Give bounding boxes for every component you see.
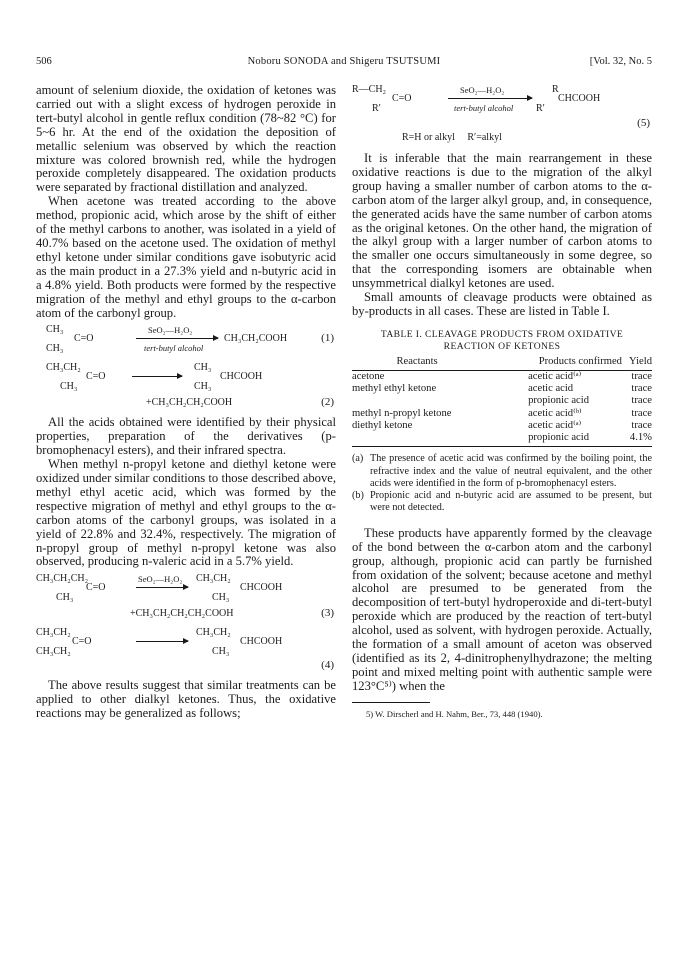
caption-line: TABLE I. CLEAVAGE PRODUCTS FROM OXIDATIVE <box>380 328 624 340</box>
table-note <box>352 490 652 515</box>
table-cell: trace <box>631 383 652 395</box>
table-cell: trace <box>631 395 652 407</box>
eq-reactant-r1: CH₃CH₂CH₂ <box>36 573 89 585</box>
right-column <box>352 84 652 720</box>
cleavage-products-table <box>352 355 652 447</box>
eq-product-r1: CH₃ <box>194 362 212 374</box>
table-cell: methyl ethyl ketone <box>352 383 437 395</box>
reaction-arrow <box>136 641 188 642</box>
table-header-row <box>352 355 652 371</box>
page-number: 506 <box>36 56 52 67</box>
eq-byproduct: +CH₃CH₂CH₂COOH <box>146 397 233 409</box>
note-text: Propionic acid and n-butyric acid are assumed to be present, but were not detected. <box>370 490 652 514</box>
eq-carbonyl: C=O <box>72 636 92 648</box>
eq-reactant-r2: CH₃ <box>46 343 64 355</box>
table-row <box>352 371 652 384</box>
paragraph: When acetone was treated according to the above method, propionic acid, which arose by the shift of either of the methyl carbons to another, was isolated in a yield of 40.7% based on the acetone used. The oxidation of methyl ethyl ketone under similar conditions gave isobutyric acid as the main product in a 27.3% yield and n-butyric acid in a 4.8% yield. Both products were formed by the respective migration of the methyl and ethyl groups to the α-carbon atom of the carbonyl group. <box>36 194 336 320</box>
eq-reactant-r1: R—CH₂ <box>352 84 387 95</box>
eq-product-r1: R <box>552 84 559 95</box>
table-cell: 4.1% <box>622 432 652 447</box>
caption-line: REACTION OF KETONES <box>443 340 561 352</box>
eq-product: CH₃CH₂COOH <box>224 333 288 345</box>
eq-reactant-r2: CH₃CH₂ <box>36 646 71 658</box>
eq-solvent: tert-butyl alcohol <box>144 343 204 354</box>
paragraph: All the acids obtained were identified by their physical properties, preparation of the derivatives (p-bromophenacyl esters), and their infrared spectra. <box>36 415 336 458</box>
eq-product: CHCOOH <box>220 371 263 383</box>
left-column <box>36 84 336 721</box>
paragraph: These products have apparently formed by the cleavage of the bond between the α-carbon atom and the carbonyl group, although, propionic acid can partly be furnished from oxidation of the solvent; because acetone and methyl alcohol are presumed to be generated from the decomposition of tert-butyl hydroperoxide and di-tert-butyl peroxide which are produced by the reaction of tert-butyl alcohol, used as solvent, with hydrogen peroxide. Actually, the formation of a small amount of aceton was observed (identified as its 2, 4-dinitrophenylhydrazone; the melting point and mixed melting point with authentic sample were 123°C⁵⁾) when the <box>352 525 652 693</box>
table-row <box>352 395 652 407</box>
eq-byproduct: +CH₃CH₂CH₂CH₂COOH <box>130 608 234 620</box>
table-cell: propionic acid <box>482 432 622 447</box>
eq-reactant-r1: CH₃CH₂ <box>46 362 81 374</box>
table-cell <box>352 432 482 447</box>
eq-product-r2: CH₃ <box>212 646 230 658</box>
column-header: Reactants <box>352 355 482 371</box>
table-row <box>352 383 652 395</box>
eq-product: CHCOOH <box>558 93 601 104</box>
table-row <box>352 408 652 420</box>
eq-reactant-r2: R′ <box>372 103 381 114</box>
eq-reactant-r1: CH₃CH₂ <box>36 627 71 639</box>
equation-number: (2) <box>321 396 334 409</box>
note-label: (a) <box>352 453 364 465</box>
table-cell: acetic acid <box>528 383 574 395</box>
table-notes <box>352 453 652 514</box>
eq-carbonyl: C=O <box>392 93 412 104</box>
eq-reactant-r2: CH₃ <box>56 592 74 604</box>
volume-info: [Vol. 32, No. 5 <box>589 56 652 67</box>
eq-product-r2: R′ <box>536 103 545 114</box>
table-cell: acetic acid⁽ᵃ⁾ <box>528 419 582 431</box>
table-cell: methyl n-propyl ketone <box>352 407 452 419</box>
table-cell: propionic acid <box>528 395 590 407</box>
table-cell: acetic acid⁽ᵃ⁾ <box>528 371 582 383</box>
running-header <box>36 56 652 70</box>
eq-carbonyl: C=O <box>74 333 94 345</box>
note-text: The presence of acetic acid was confirmed by the boiling point, the refractive index and the value of neutral equivalent, and the other acids were identified in the form of p-bromophenacyl esters. <box>370 453 652 489</box>
eq-product-r2: CH₃ <box>212 592 230 604</box>
table-note <box>352 453 652 490</box>
author-line: Noboru SONODA and Shigeru TSUTSUMI <box>247 56 441 67</box>
eq-product-r1: CH₃CH₂ <box>196 627 231 639</box>
equation-4 <box>36 627 336 673</box>
equation-3 <box>36 573 336 621</box>
table-cell: trace <box>631 419 652 431</box>
eq-product: CHCOOH <box>240 582 283 594</box>
eq-reagent: SeO₂—H₂O₂ <box>460 85 505 95</box>
eq-product-r2: CH₃ <box>194 381 212 393</box>
table-row <box>352 420 652 432</box>
table-cell: acetic acid⁽ᵇ⁾ <box>528 407 582 419</box>
eq-carbonyl: C=O <box>86 582 106 594</box>
reaction-arrow <box>136 338 218 339</box>
column-header: Yield <box>622 355 652 371</box>
eq-reagent: SeO₂—H₂O₂ <box>148 325 193 336</box>
eq-legend: R=H or alkyl R′=alkyl <box>402 132 502 143</box>
equation-number: (5) <box>637 117 650 129</box>
equation-number: (4) <box>321 659 334 672</box>
eq-reactant-r2: CH₃ <box>60 381 78 393</box>
table-cell: diethyl ketone <box>352 419 413 431</box>
paragraph: The above results suggest that similar treatments can be applied to other dialkyl ketones. Thus, the oxidative reactions may be generalized as follows; <box>36 678 336 721</box>
paragraph: It is inferable that the main rearrangement in these oxidative reactions is due to the migration of the alkyl group having a smaller number of carbon atoms to the α-carbon atom of the larger alkyl group, and, in consequence, the generated acids have the same number of carbon atoms as the original ketones. On the other hand, the migration of the alkyl group with a larger number of carbon atoms to the smaller one occurs simultaneously in some degree, so that the corresponding isomers are obtainable when unsymmetrical dialkyl ketones are used. <box>352 151 652 291</box>
equation-5 <box>352 84 652 142</box>
note-label: (b) <box>352 490 364 502</box>
equation-2 <box>36 362 336 410</box>
table-cell: trace <box>631 407 652 419</box>
reaction-arrow <box>132 376 182 377</box>
equation-number: (1) <box>321 332 334 345</box>
paragraph: When methyl n-propyl ketone and diethyl ketone were oxidized under similar conditions to those described above, methyl ethyl acetic acid, which was formed by the respective migration of methyl and ethyl groups to the α-carbon atoms of the carbonyl groups, was isolated in a yield of 22.8% and 32.4%, respectively. The migration of n-propyl group of methyl n-propyl ketone was also observed, producing n-valeric acid in a 5.7% yield. <box>36 457 336 569</box>
eq-solvent: tert-butyl alcohol <box>454 103 514 113</box>
table-cell: acetone <box>352 371 385 383</box>
footnote-divider <box>352 702 430 703</box>
eq-reactant-r1: CH₃ <box>46 324 64 336</box>
paragraph: Small amounts of cleavage products were obtained as by-products in all cases. These are listed in Table I. <box>352 290 652 318</box>
table-cell: trace <box>631 371 652 383</box>
eq-carbonyl: C=O <box>86 371 106 383</box>
table-row <box>352 432 652 447</box>
table-cell <box>352 395 482 407</box>
footnote: 5) W. Dirscherl and H. Nahm, Ber., 73, 448 (1940). <box>366 708 543 719</box>
reaction-arrow <box>448 98 532 99</box>
column-header: Products confirmed <box>482 355 622 371</box>
equation-1 <box>36 324 336 356</box>
reaction-arrow <box>136 587 188 588</box>
eq-product-r1: CH₃CH₂ <box>196 573 231 585</box>
paragraph: amount of selenium dioxide, the oxidation of ketones was carried out with a slight excess of hydrogen peroxide in tert-butyl alcohol in gentle reflux condition (78~82 °C) for 5~6 hr. At the end of the oxidation the deposition of metallic selenium was observed by which the reaction mixture was colored brownish red, while the hydrogen peroxide completely disappeared. The oxidation products were separated by fractional distillation and analyzed. <box>36 83 336 195</box>
eq-reagent: SeO₂—H₂O₂ <box>138 574 183 585</box>
eq-product: CHCOOH <box>240 636 283 648</box>
table-caption <box>352 329 652 353</box>
equation-number: (3) <box>321 607 334 620</box>
